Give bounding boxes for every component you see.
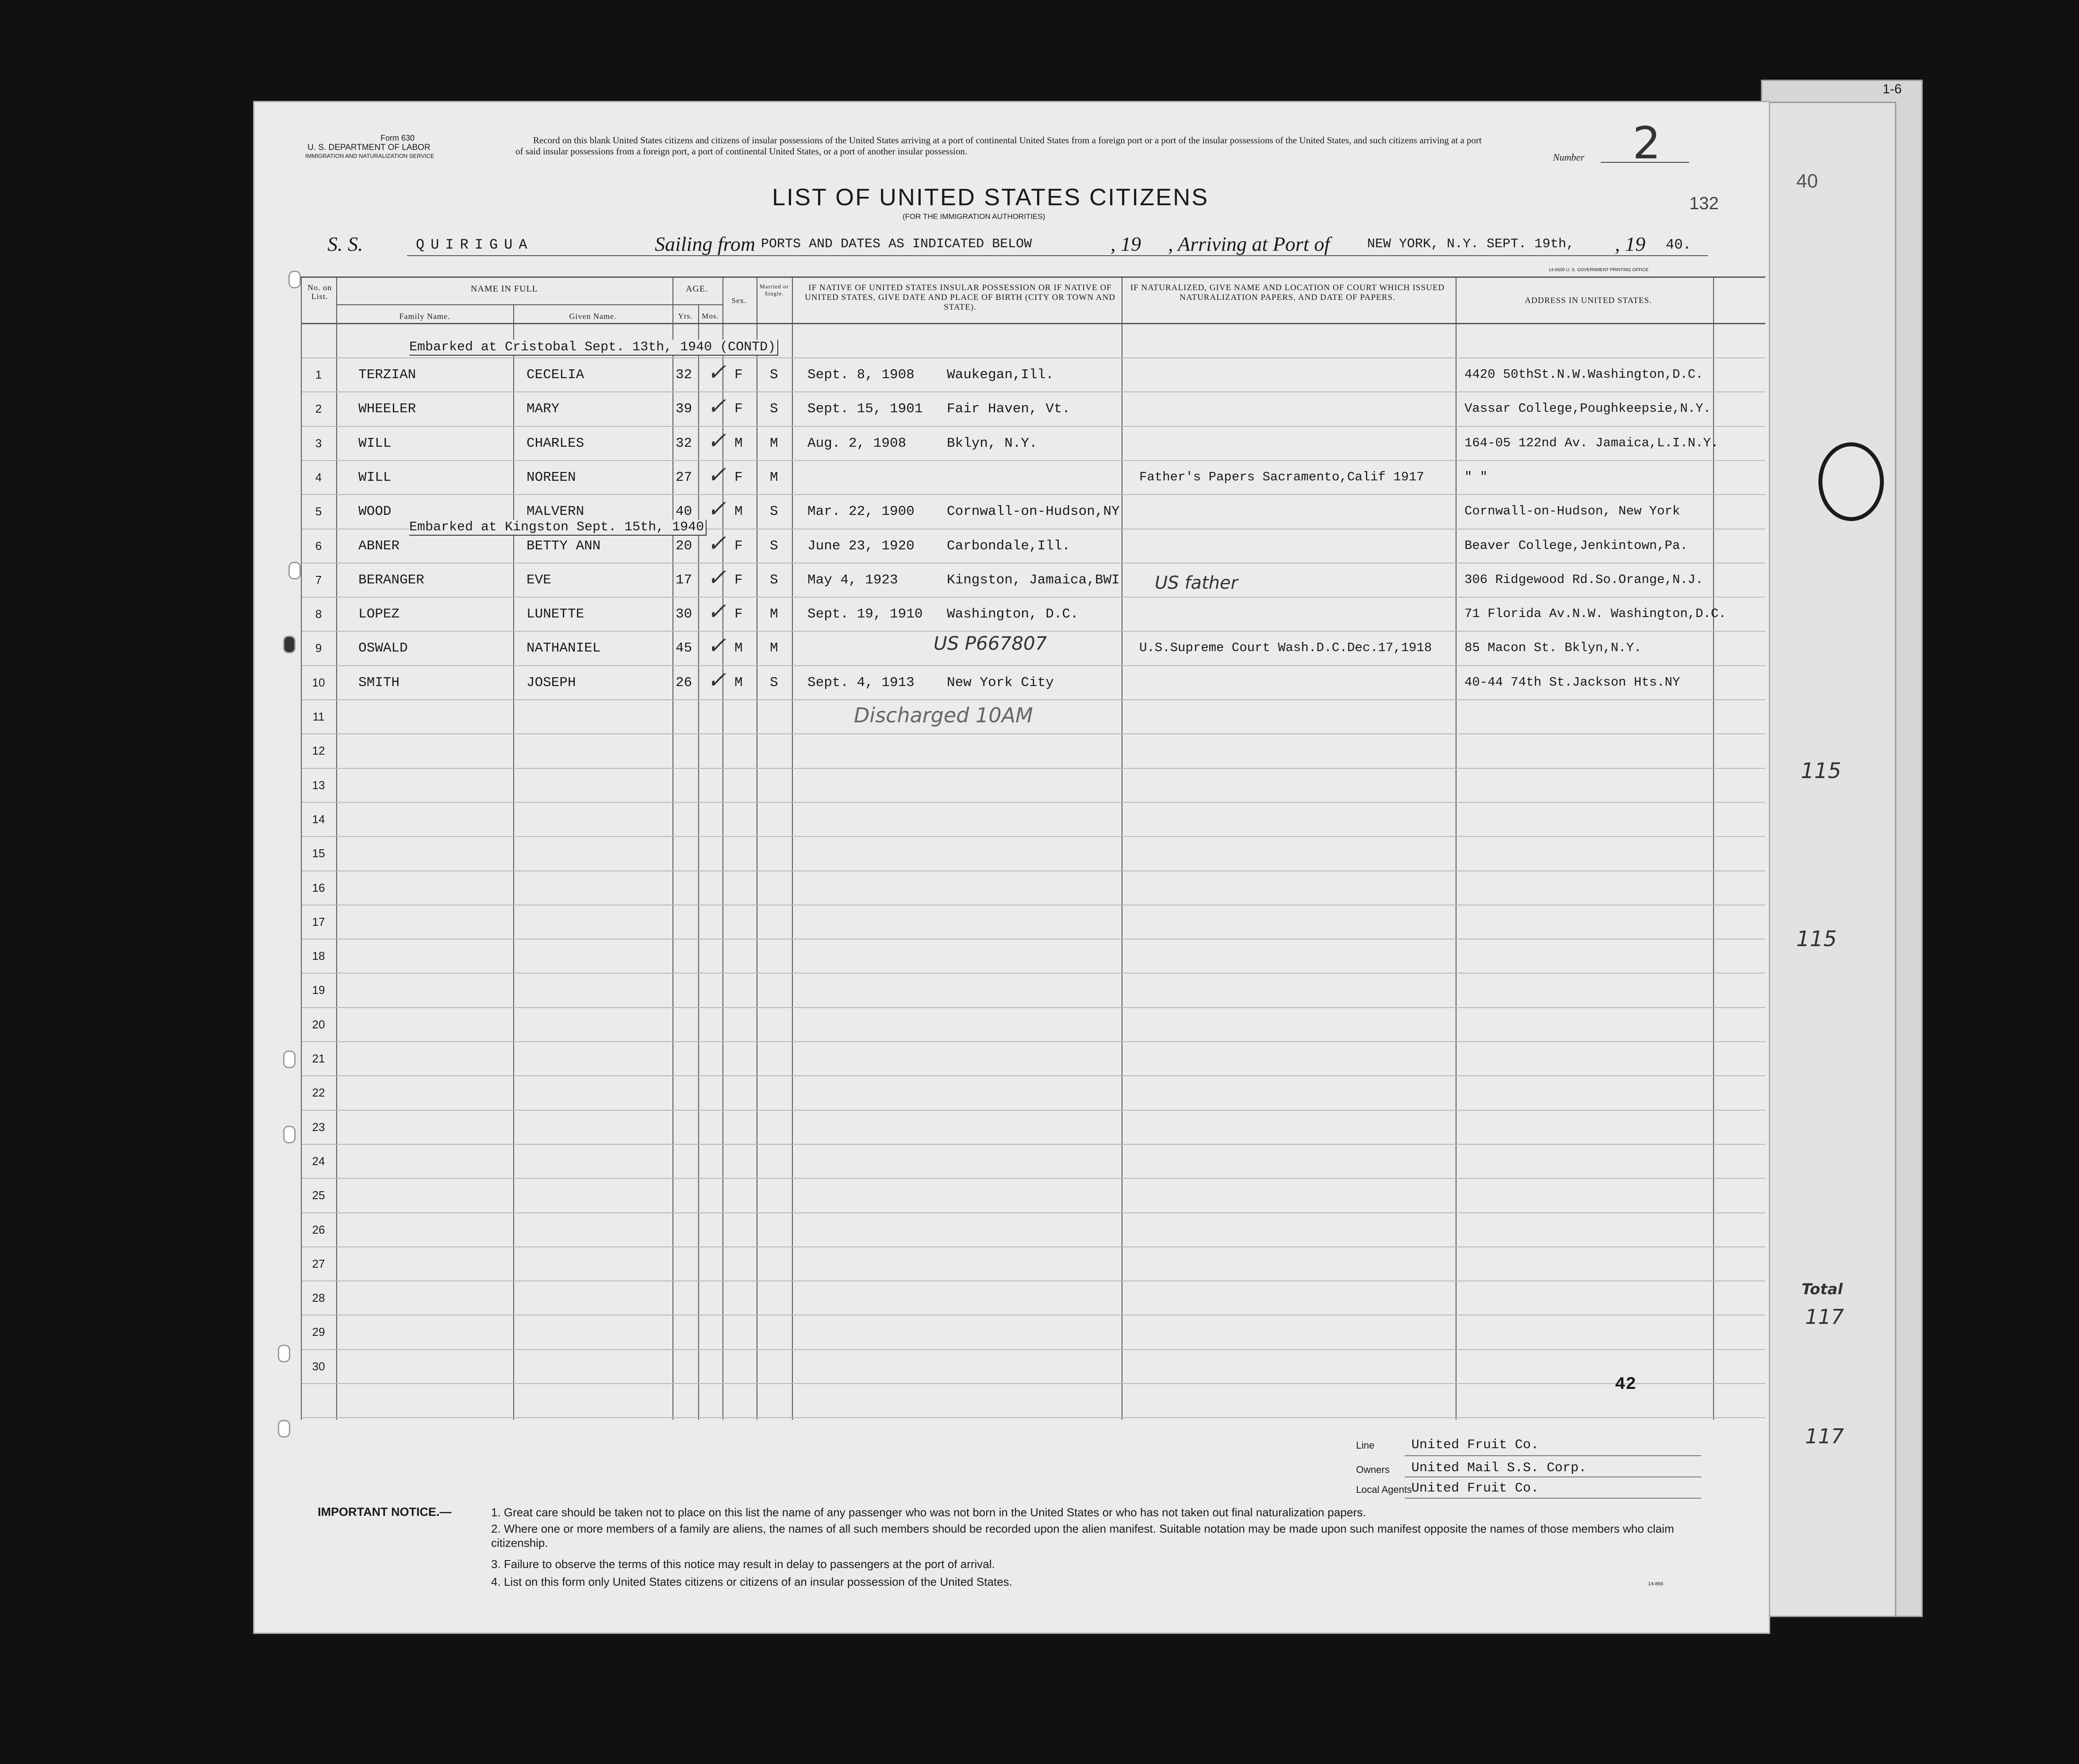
- marital-status-cell: S: [770, 367, 778, 383]
- row-rule: [302, 494, 1765, 495]
- circle-mark: [1818, 442, 1884, 521]
- given-name-cell: JOSEPH: [526, 675, 576, 690]
- header-no: No. on List.: [307, 283, 332, 301]
- row-number: 8: [315, 607, 322, 621]
- family-name-cell: WOOD: [358, 504, 392, 519]
- row-rule: [302, 426, 1765, 427]
- marital-status-cell: M: [770, 640, 778, 656]
- birth-date-cell: Sept. 8, 1908: [807, 367, 915, 383]
- sex-cell: F: [734, 572, 743, 588]
- side-number: 40: [1796, 170, 1818, 192]
- address-cell: 4420 50thSt.N.W.Washington,D.C.: [1464, 367, 1703, 382]
- punch-hole: [288, 271, 301, 288]
- row-rule: [302, 1178, 1765, 1179]
- sex-cell: M: [734, 436, 743, 451]
- marital-status-cell: M: [770, 606, 778, 622]
- annotation-passport: US P667807: [934, 633, 1047, 654]
- age-cell: 45: [676, 640, 692, 656]
- marital-status-cell: S: [770, 504, 778, 519]
- number-label: Number: [1553, 152, 1584, 163]
- notice-item-3: 3. Failure to observe the terms of this notice may result in delay to passengers at the port of arrival.: [491, 1557, 995, 1571]
- annotation-us-father: US father: [1155, 573, 1238, 593]
- header-mos: Mos.: [702, 312, 719, 320]
- header-address: ADDRESS IN UNITED STATES.: [1525, 296, 1652, 305]
- sailing-value: PORTS AND DATES AS INDICATED BELOW: [761, 237, 1032, 252]
- table-top-line: [301, 276, 1765, 278]
- col-line: [301, 276, 302, 1420]
- check-mark-icon: ✓: [707, 498, 726, 524]
- row-rule: [302, 391, 1765, 392]
- row-rule: [302, 357, 1765, 358]
- row-number: 11: [312, 710, 325, 723]
- row-number: 12: [312, 744, 325, 757]
- birth-place-cell: Waukegan,Ill.: [947, 367, 1054, 383]
- birth-place-cell: New York City: [947, 675, 1054, 690]
- naturalization-cell: U.S.Supreme Court Wash.D.C.Dec.17,1918: [1139, 640, 1432, 655]
- header-given: Given Name.: [569, 312, 617, 321]
- birth-place-cell: Washington, D.C.: [947, 606, 1079, 622]
- annotation-remark: Discharged 10AM: [854, 703, 1033, 727]
- year2-label: , 19: [1615, 233, 1645, 255]
- given-name-cell: NATHANIEL: [526, 640, 601, 656]
- header-sex: Sex.: [731, 296, 747, 305]
- address-cell: Vassar College,Poughkeepsie,N.Y.: [1464, 401, 1711, 416]
- birth-date-cell: Sept. 4, 1913: [807, 675, 915, 690]
- page-title: LIST OF UNITED STATES CITIZENS: [772, 184, 1209, 211]
- age-cell: 17: [676, 572, 692, 588]
- sex-cell: F: [734, 367, 743, 383]
- row-number: 19: [312, 983, 325, 997]
- sex-cell: F: [734, 538, 743, 554]
- row-rule: [302, 1212, 1765, 1213]
- ss-label: S. S.: [327, 233, 363, 255]
- sailing-label: Sailing from: [655, 233, 756, 255]
- punch-hole: [278, 1345, 290, 1362]
- given-name-cell: BETTY ANN: [526, 538, 601, 554]
- row-number: 23: [312, 1120, 325, 1134]
- notice-code: 14-866: [1648, 1581, 1664, 1587]
- voyage-underline: [407, 255, 1708, 256]
- family-name-cell: LOPEZ: [358, 606, 400, 622]
- row-number: 10: [312, 676, 325, 689]
- owners-value: United Mail S.S. Corp.: [1411, 1461, 1587, 1476]
- given-name-cell: EVE: [526, 572, 551, 588]
- row-rule: [302, 836, 1765, 837]
- row-number: 28: [312, 1291, 325, 1304]
- row-rule: [302, 597, 1765, 598]
- row-number: 17: [312, 915, 325, 928]
- row-number: 6: [315, 539, 322, 552]
- row-rule: [302, 1144, 1765, 1145]
- form-number: Form 630: [380, 134, 415, 142]
- marital-status-cell: M: [770, 436, 778, 451]
- address-cell: 85 Macon St. Bklyn,N.Y.: [1464, 640, 1642, 655]
- row-rule: [302, 699, 1765, 700]
- page-total-42: 42: [1615, 1375, 1637, 1395]
- arriving-value: NEW YORK, N.Y. SEPT. 19th,: [1367, 237, 1575, 252]
- side-tally-1: 115: [1801, 759, 1841, 783]
- row-rule: [302, 1383, 1765, 1384]
- row-rule: [302, 1246, 1765, 1247]
- row-number: 21: [312, 1052, 325, 1065]
- form-instructions: Record on this blank United States citizens and citizens of insular possessions of the United States arriving at a port of continental United States from a foreign port or a port of the insular possessions of the United States, and such citizens arriving at a port of said insular possessions from a foreign port, a port of continental United States, or a port of another insular possession.: [515, 135, 1482, 157]
- given-name-cell: CECELIA: [526, 367, 584, 383]
- row-rule: [302, 1110, 1765, 1111]
- family-name-cell: BERANGER: [358, 572, 424, 588]
- row-rule: [302, 631, 1765, 632]
- check-mark-icon: ✓: [707, 566, 726, 592]
- side-tally-3: 117: [1805, 1305, 1844, 1329]
- punch-hole: [288, 562, 301, 579]
- notice-item-2: 2. Where one or more members of a family are aliens, the names of all such members should be recorded upon the alien manifest. Suitable notation may be made upon such manifest opposite the names of those members who claim citizenship.: [491, 1522, 1674, 1549]
- row-number: 7: [315, 573, 322, 587]
- embark-note-cristobal: Embarked at Cristobal Sept. 13th, 1940 (CONTD): [409, 340, 778, 356]
- birth-date-cell: June 23, 1920: [807, 538, 915, 554]
- agents-value: United Fruit Co.: [1411, 1481, 1539, 1496]
- side-mark: 1-6: [1883, 82, 1902, 96]
- side-tally-2: 115: [1796, 927, 1837, 951]
- marital-status-cell: S: [770, 572, 778, 588]
- birth-date-cell: May 4, 1923: [807, 572, 898, 588]
- row-number: 20: [312, 1018, 325, 1031]
- address-cell: 40-44 74th St.Jackson Hts.NY: [1464, 675, 1680, 690]
- total-label: Total: [1802, 1281, 1843, 1298]
- birth-date-cell: Mar. 22, 1900: [807, 504, 915, 519]
- family-name-cell: WILL: [358, 436, 392, 451]
- header-name-in-full: NAME IN FULL: [471, 284, 538, 294]
- age-cell: 32: [676, 436, 692, 451]
- address-cell: 306 Ridgewood Rd.So.Orange,N.J.: [1464, 572, 1703, 587]
- header-age: AGE.: [685, 284, 708, 294]
- sex-cell: F: [734, 606, 743, 622]
- given-name-cell: NOREEN: [526, 470, 576, 485]
- birth-place-cell: Carbondale,Ill.: [947, 538, 1071, 554]
- company-underline: [1405, 1498, 1701, 1499]
- header-naturalized: IF NATURALIZED, GIVE NAME AND LOCATION OF COURT WHICH ISSUED NATURALIZATION PAPERS, AND DATE OF PAPERS.: [1130, 283, 1445, 302]
- row-rule: [302, 1417, 1765, 1418]
- marital-status-cell: S: [770, 538, 778, 554]
- row-rule: [302, 1075, 1765, 1076]
- header-bottom-line: [301, 323, 1765, 324]
- notice-item-1: 1. Great care should be taken not to place on this list the name of any passenger who was not born in the United States or who has not taken out final naturalization papers.: [491, 1506, 1366, 1519]
- age-cell: 30: [676, 606, 692, 622]
- age-cell: 32: [676, 367, 692, 383]
- family-name-cell: ABNER: [358, 538, 400, 554]
- check-mark-icon: ✓: [707, 361, 726, 387]
- check-mark-icon: ✓: [707, 464, 726, 490]
- row-number: 29: [312, 1325, 325, 1338]
- row-rule: [302, 939, 1765, 940]
- address-cell: Beaver College,Jenkintown,Pa.: [1464, 538, 1688, 553]
- page-number: 132: [1689, 194, 1719, 213]
- row-number: 4: [315, 471, 322, 484]
- row-rule: [302, 870, 1765, 871]
- age-cell: 20: [676, 538, 692, 554]
- service-name: IMMIGRATION AND NATURALIZATION SERVICE: [305, 153, 434, 159]
- punch-hole: [283, 1051, 296, 1068]
- embark-note-kingston: Embarked at Kingston Sept. 15th, 1940: [409, 520, 707, 536]
- manifest-sheet: [253, 101, 1770, 1634]
- birth-date-cell: Sept. 19, 1910: [807, 606, 923, 622]
- row-number: 3: [315, 437, 322, 450]
- given-name-cell: MARY: [526, 401, 560, 417]
- birth-place-cell: Fair Haven, Vt.: [947, 401, 1071, 417]
- row-number: 16: [312, 881, 325, 894]
- given-name-cell: LUNETTE: [526, 606, 584, 622]
- row-rule: [302, 665, 1765, 666]
- row-number: 14: [312, 813, 325, 826]
- year2-value: 40.: [1666, 237, 1691, 253]
- year-label: , 19: [1111, 233, 1141, 255]
- row-number: 30: [312, 1360, 325, 1373]
- family-name-cell: TERZIAN: [358, 367, 416, 383]
- address-cell: " ": [1464, 470, 1488, 484]
- sex-cell: M: [734, 640, 743, 656]
- number-value: 2: [1633, 117, 1661, 169]
- row-number: 13: [312, 778, 325, 792]
- birth-place-cell: Kingston, Jamaica,BWI: [947, 572, 1120, 588]
- row-rule: [302, 1349, 1765, 1350]
- check-mark-icon: ✓: [707, 429, 726, 456]
- birth-date-cell: Sept. 15, 1901: [807, 401, 923, 417]
- address-cell: 164-05 122nd Av. Jamaica,L.I.N.Y.: [1464, 436, 1719, 450]
- punch-hole: [283, 636, 296, 653]
- address-cell: 71 Florida Av.N.W. Washington,D.C.: [1464, 606, 1726, 621]
- row-rule: [302, 802, 1765, 803]
- subheader-line: [336, 304, 722, 305]
- ship-name: QUIRIGUA: [416, 237, 534, 253]
- company-underline: [1405, 1476, 1701, 1477]
- row-rule: [302, 973, 1765, 974]
- age-cell: 40: [676, 504, 692, 519]
- col-line: [698, 304, 699, 1420]
- family-name-cell: WILL: [358, 470, 392, 485]
- check-mark-icon: ✓: [707, 634, 726, 660]
- page-subtitle: (FOR THE IMMIGRATION AUTHORITIES): [903, 212, 1045, 221]
- address-cell: Cornwall-on-Hudson, New York: [1464, 504, 1680, 518]
- family-name-cell: SMITH: [358, 675, 400, 690]
- printer-code: 14-6606 U. S. GOVERNMENT PRINTING OFFICE: [1549, 268, 1649, 272]
- row-number: 1: [315, 368, 322, 381]
- marital-status-cell: M: [770, 470, 778, 485]
- given-name-cell: MALVERN: [526, 504, 584, 519]
- check-mark-icon: ✓: [707, 600, 726, 626]
- family-name-cell: WHEELER: [358, 401, 416, 417]
- row-number: 24: [312, 1154, 325, 1168]
- arriving-label: , Arriving at Port of: [1168, 233, 1330, 255]
- header-married: Married or Single.: [760, 283, 789, 297]
- age-cell: 26: [676, 675, 692, 690]
- birth-place-cell: Cornwall-on-Hudson,NY: [947, 504, 1120, 519]
- punch-hole: [283, 1126, 296, 1143]
- punch-hole: [278, 1420, 290, 1438]
- row-rule: [302, 733, 1765, 734]
- row-number: 25: [312, 1189, 325, 1202]
- col-line: [513, 304, 514, 1420]
- row-rule: [302, 1041, 1765, 1042]
- department-name: U. S. DEPARTMENT OF LABOR: [307, 143, 430, 152]
- given-name-cell: CHARLES: [526, 436, 584, 451]
- row-rule: [302, 460, 1765, 461]
- row-number: 5: [315, 505, 322, 518]
- agents-label: Local Agents: [1356, 1484, 1412, 1495]
- age-cell: 27: [676, 470, 692, 485]
- check-mark-icon: ✓: [707, 669, 726, 695]
- birth-place-cell: Bklyn, N.Y.: [947, 436, 1038, 451]
- row-rule: [302, 768, 1765, 769]
- row-number: 26: [312, 1223, 325, 1236]
- row-number: 2: [315, 402, 322, 415]
- age-cell: 39: [676, 401, 692, 417]
- notice-item-4: 4. List on this form only United States citizens or citizens of an insular possession of the United States.: [491, 1575, 1012, 1588]
- naturalization-cell: Father's Papers Sacramento,Calif 1917: [1139, 470, 1424, 484]
- row-number: 15: [312, 847, 325, 860]
- sex-cell: M: [734, 504, 743, 519]
- sex-cell: M: [734, 675, 743, 690]
- row-number: 27: [312, 1257, 325, 1270]
- owners-label: Owners: [1356, 1464, 1390, 1475]
- birth-date-cell: Aug. 2, 1908: [807, 436, 907, 451]
- under-sheet-mid: [1752, 102, 1896, 1617]
- sex-cell: F: [734, 401, 743, 417]
- marital-status-cell: S: [770, 401, 778, 417]
- line-value: United Fruit Co.: [1411, 1438, 1539, 1453]
- row-rule: [302, 563, 1765, 564]
- check-mark-icon: ✓: [707, 395, 726, 421]
- row-number: 9: [315, 641, 322, 655]
- header-birth: IF NATIVE OF UNITED STATES INSULAR POSSESSION OR IF NATIVE OF UNITED STATES, GIVE DATE AND PLACE OF BIRTH (CITY OR TOWN AND STATE).: [805, 283, 1115, 312]
- col-line: [792, 276, 793, 1420]
- company-underline: [1405, 1455, 1701, 1456]
- marital-status-cell: S: [770, 675, 778, 690]
- header-yrs: Yrs.: [678, 312, 693, 320]
- line-label: Line: [1356, 1440, 1375, 1451]
- row-number: 22: [312, 1086, 325, 1099]
- sex-cell: F: [734, 470, 743, 485]
- family-name-cell: OSWALD: [358, 640, 408, 656]
- notice-heading: IMPORTANT NOTICE.—: [318, 1505, 452, 1519]
- row-rule: [302, 1007, 1765, 1008]
- side-tally-4: 117: [1805, 1424, 1844, 1448]
- row-number: 18: [312, 949, 325, 963]
- check-mark-icon: ✓: [707, 532, 726, 558]
- col-line: [336, 276, 337, 1420]
- header-family: Family Name.: [399, 312, 450, 321]
